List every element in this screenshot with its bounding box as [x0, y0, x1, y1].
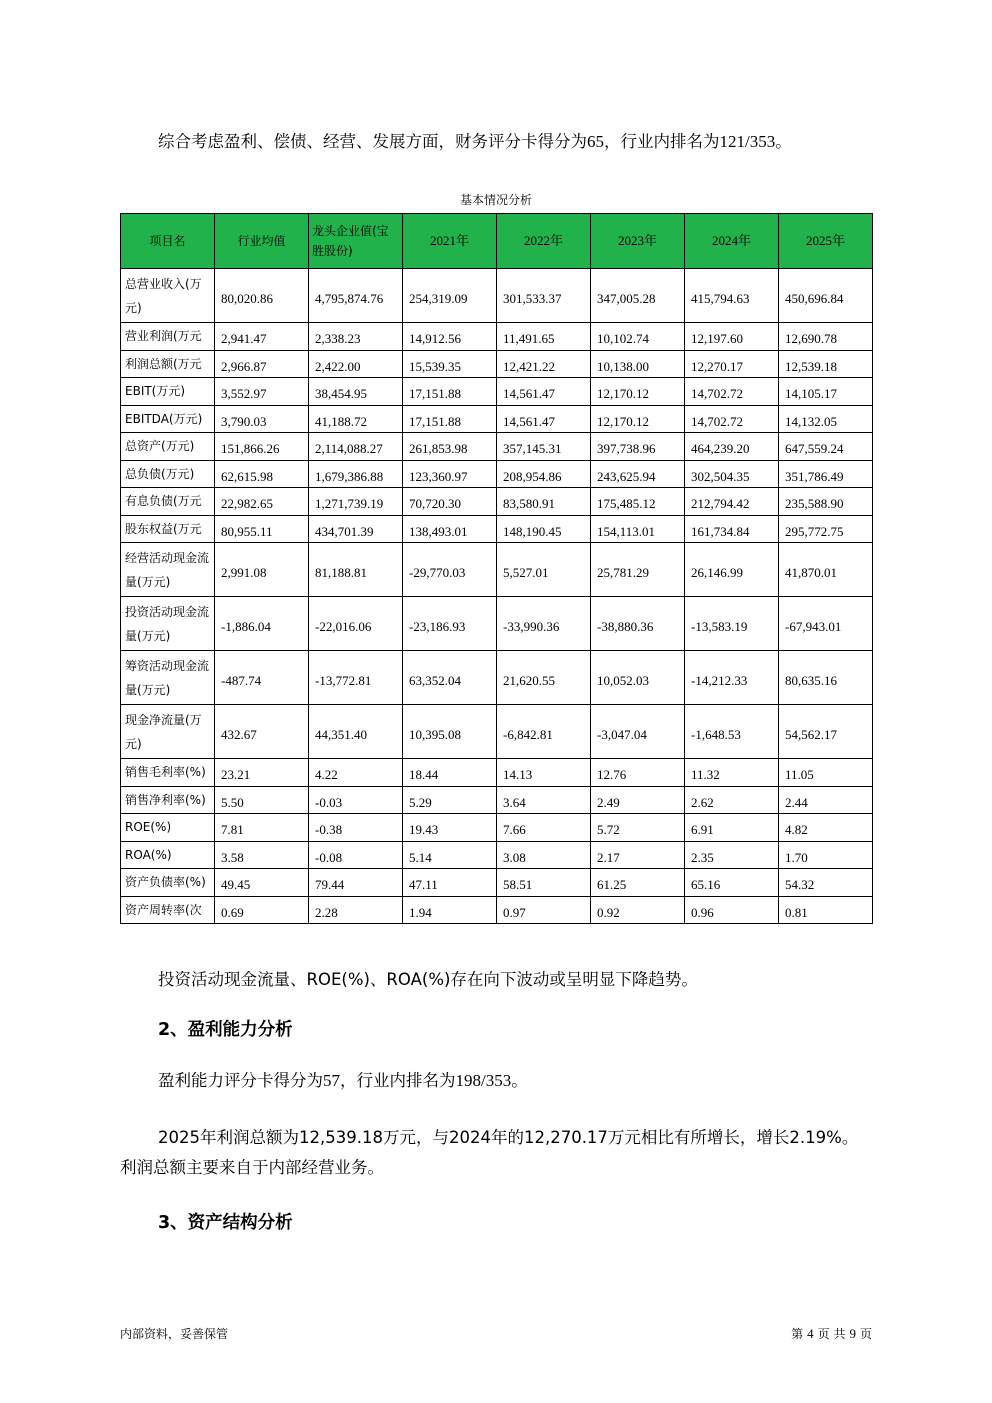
table-cell: 1,679,386.88	[309, 460, 403, 488]
table-cell: -1,886.04	[215, 597, 309, 651]
table-cell: 22,982.65	[215, 488, 309, 516]
table-row	[121, 378, 873, 406]
table-cell: 14,702.72	[685, 405, 779, 433]
table-row	[121, 269, 873, 323]
table-cell: 41,188.72	[309, 405, 403, 433]
table-cell: 12,539.18	[779, 350, 873, 378]
table-cell: 2.49	[591, 786, 685, 814]
table-cell: 38,454.95	[309, 378, 403, 406]
table-cell: 432.67	[215, 705, 309, 759]
table-cell: 12.76	[591, 759, 685, 787]
table-cell: 63,352.04	[403, 651, 497, 705]
table-cell: 0.69	[215, 896, 309, 924]
table-cell: -29,770.03	[403, 543, 497, 597]
table-cell: 0.97	[497, 896, 591, 924]
header-industry-avg: 行业均值	[215, 214, 309, 269]
header-2021: 2021年	[403, 214, 497, 269]
table-cell: -6,842.81	[497, 705, 591, 759]
row-label: 资产周转率(次	[121, 896, 215, 924]
basic-analysis-table	[120, 213, 873, 924]
table-cell: -0.38	[309, 814, 403, 842]
table-cell: 2,941.47	[215, 323, 309, 351]
table-row	[121, 543, 873, 597]
row-label: 投资活动现金流量(万元)	[121, 597, 215, 651]
table-cell: 161,734.84	[685, 515, 779, 543]
table-cell: 2,338.23	[309, 323, 403, 351]
row-label: EBITDA(万元)	[121, 405, 215, 433]
header-2022: 2022年	[497, 214, 591, 269]
table-cell: 1.94	[403, 896, 497, 924]
table-row	[121, 759, 873, 787]
table-cell: 235,588.90	[779, 488, 873, 516]
trend-note: 投资活动现金流量、ROE(%)、ROA(%)存在向下波动或呈明显下降趋势。	[158, 970, 698, 989]
row-label: 股东权益(万元	[121, 515, 215, 543]
table-cell: 11.32	[685, 759, 779, 787]
table-cell: 7.66	[497, 814, 591, 842]
score-value: 65	[587, 132, 604, 151]
table-cell: 49.45	[215, 869, 309, 897]
table-cell: 17,151.88	[403, 405, 497, 433]
table-row	[121, 651, 873, 705]
table-cell: 1.70	[779, 841, 873, 869]
table-row	[121, 896, 873, 924]
table-cell: 80,955.11	[215, 515, 309, 543]
table-cell: 44,351.40	[309, 705, 403, 759]
table-row	[121, 597, 873, 651]
row-label: 销售毛利率(%)	[121, 759, 215, 787]
table-cell: -487.74	[215, 651, 309, 705]
table-cell: 6.91	[685, 814, 779, 842]
table-cell: 14.13	[497, 759, 591, 787]
table-cell: 5.29	[403, 786, 497, 814]
table-cell: 65.16	[685, 869, 779, 897]
table-cell: 12,197.60	[685, 323, 779, 351]
row-label: 经营活动现金流量(万元)	[121, 543, 215, 597]
table-cell: 2,991.08	[215, 543, 309, 597]
table-cell: 54.32	[779, 869, 873, 897]
footer-page-number: 第 4 页 共 9 页	[791, 1326, 872, 1341]
table-cell: 5.14	[403, 841, 497, 869]
table-cell: 4.82	[779, 814, 873, 842]
table-cell: 148,190.45	[497, 515, 591, 543]
table-row	[121, 405, 873, 433]
table-cell: 21,620.55	[497, 651, 591, 705]
table-cell: 5.72	[591, 814, 685, 842]
row-label: EBIT(万元)	[121, 378, 215, 406]
profit-total-paragraph: 2025年利润总额为12,539.18万元，与2024年的12,270.17万元相比有所增长，增长2.19%。利润总额主要来自于内部经营业务。	[120, 1128, 859, 1177]
row-label: 总资产(万元)	[121, 433, 215, 461]
table-cell: 12,170.12	[591, 405, 685, 433]
table-cell: -67,943.01	[779, 597, 873, 651]
table-row	[121, 705, 873, 759]
table-cell: 79.44	[309, 869, 403, 897]
table-cell: 464,239.20	[685, 433, 779, 461]
table-cell: 261,853.98	[403, 433, 497, 461]
table-cell: 14,912.56	[403, 323, 497, 351]
table-header-row	[121, 214, 873, 269]
table-cell: 434,701.39	[309, 515, 403, 543]
profit-score-paragraph: 盈利能力评分卡得分为57，行业内排名为198/353。	[158, 1071, 528, 1090]
table-cell: -38,880.36	[591, 597, 685, 651]
table-cell: -13,772.81	[309, 651, 403, 705]
table-cell: 12,270.17	[685, 350, 779, 378]
table-cell: 81,188.81	[309, 543, 403, 597]
table-row	[121, 433, 873, 461]
header-2024: 2024年	[685, 214, 779, 269]
table-cell: 11,491.65	[497, 323, 591, 351]
table-cell: 0.92	[591, 896, 685, 924]
row-label: 资产负债率(%)	[121, 869, 215, 897]
row-label: ROE(%)	[121, 814, 215, 842]
table-cell: 208,954.86	[497, 460, 591, 488]
header-2025: 2025年	[779, 214, 873, 269]
table-cell: -13,583.19	[685, 597, 779, 651]
section-2-heading: 2、盈利能力分析	[158, 1020, 293, 1040]
table-cell: 23.21	[215, 759, 309, 787]
table-cell: -1,648.53	[685, 705, 779, 759]
table-cell: 123,360.97	[403, 460, 497, 488]
table-cell: 18.44	[403, 759, 497, 787]
table-cell: 25,781.29	[591, 543, 685, 597]
table-cell: 10,138.00	[591, 350, 685, 378]
table-cell: 14,105.17	[779, 378, 873, 406]
table-cell: 15,539.35	[403, 350, 497, 378]
table-cell: 3,552.97	[215, 378, 309, 406]
table-cell: 2,422.00	[309, 350, 403, 378]
table-cell: 2.17	[591, 841, 685, 869]
table-cell: 3.58	[215, 841, 309, 869]
intro-paragraph: 综合考虑盈利、偿债、经营、发展方面，财务评分卡得分为65，行业内排名为121/353。	[158, 132, 792, 151]
header-item-name: 项目名	[121, 214, 215, 269]
row-label: 筹资活动现金流量(万元)	[121, 651, 215, 705]
table-cell: -23,186.93	[403, 597, 497, 651]
row-label: 有息负债(万元	[121, 488, 215, 516]
table-cell: 397,738.96	[591, 433, 685, 461]
table-row	[121, 460, 873, 488]
row-label: 总负债(万元)	[121, 460, 215, 488]
table-cell: 647,559.24	[779, 433, 873, 461]
table-cell: 351,786.49	[779, 460, 873, 488]
table-cell: 14,132.05	[779, 405, 873, 433]
table-cell: 450,696.84	[779, 269, 873, 323]
table-cell: 295,772.75	[779, 515, 873, 543]
table-cell: 254,319.09	[403, 269, 497, 323]
table-cell: 12,170.12	[591, 378, 685, 406]
rank-value: 121/353	[719, 132, 776, 151]
table-cell: 2,966.87	[215, 350, 309, 378]
table-cell: 2.28	[309, 896, 403, 924]
table-cell: -3,047.04	[591, 705, 685, 759]
table-cell: 80,635.16	[779, 651, 873, 705]
table-cell: 212,794.42	[685, 488, 779, 516]
table-cell: 175,485.12	[591, 488, 685, 516]
table-cell: 70,720.30	[403, 488, 497, 516]
table-cell: -0.03	[309, 786, 403, 814]
table-cell: 10,395.08	[403, 705, 497, 759]
table-cell: 12,421.22	[497, 350, 591, 378]
table-cell: 41,870.01	[779, 543, 873, 597]
table-cell: 47.11	[403, 869, 497, 897]
table-cell: 83,580.91	[497, 488, 591, 516]
table-cell: 10,052.03	[591, 651, 685, 705]
table-cell: 7.81	[215, 814, 309, 842]
table-cell: 17,151.88	[403, 378, 497, 406]
table-cell: 301,533.37	[497, 269, 591, 323]
table-cell: 1,271,739.19	[309, 488, 403, 516]
table-cell: 5.50	[215, 786, 309, 814]
row-label: ROA(%)	[121, 841, 215, 869]
table-cell: 14,561.47	[497, 378, 591, 406]
table-cell: 12,690.78	[779, 323, 873, 351]
header-leader-value: 龙头企业值(宝胜股份)	[309, 214, 403, 269]
table-cell: 4.22	[309, 759, 403, 787]
section-3-heading: 3、资产结构分析	[158, 1213, 293, 1233]
table-cell: 14,702.72	[685, 378, 779, 406]
table-caption: 基本情况分析	[459, 193, 532, 207]
table-cell: 19.43	[403, 814, 497, 842]
table-cell: 3.08	[497, 841, 591, 869]
row-label: 利润总额(万元	[121, 350, 215, 378]
table-cell: 11.05	[779, 759, 873, 787]
row-label: 销售净利率(%)	[121, 786, 215, 814]
table-cell: 2.62	[685, 786, 779, 814]
table-row	[121, 869, 873, 897]
table-cell: 10,102.74	[591, 323, 685, 351]
table-cell: 58.51	[497, 869, 591, 897]
table-cell: 3,790.03	[215, 405, 309, 433]
table-cell: 154,113.01	[591, 515, 685, 543]
table-cell: 26,146.99	[685, 543, 779, 597]
table-cell: -22,016.06	[309, 597, 403, 651]
row-label: 总营业收入(万元)	[121, 269, 215, 323]
table-cell: 2,114,088.27	[309, 433, 403, 461]
table-cell: 80,020.86	[215, 269, 309, 323]
table-cell: 415,794.63	[685, 269, 779, 323]
table-row	[121, 350, 873, 378]
table-cell: 3.64	[497, 786, 591, 814]
table-cell: 302,504.35	[685, 460, 779, 488]
table-cell: 243,625.94	[591, 460, 685, 488]
table-cell: 62,615.98	[215, 460, 309, 488]
table-cell: -0.08	[309, 841, 403, 869]
table-cell: 14,561.47	[497, 405, 591, 433]
footer-confidential: 内部资料，妥善保管	[120, 1327, 229, 1341]
table-cell: 4,795,874.76	[309, 269, 403, 323]
table-row	[121, 488, 873, 516]
table-cell: 0.96	[685, 896, 779, 924]
table-cell: -33,990.36	[497, 597, 591, 651]
header-2023: 2023年	[591, 214, 685, 269]
table-cell: 2.44	[779, 786, 873, 814]
table-row	[121, 515, 873, 543]
table-cell: -14,212.33	[685, 651, 779, 705]
row-label: 现金净流量(万元)	[121, 705, 215, 759]
table-row	[121, 841, 873, 869]
table-cell: 357,145.31	[497, 433, 591, 461]
row-label: 营业利润(万元	[121, 323, 215, 351]
table-cell: 2.35	[685, 841, 779, 869]
table-cell: 0.81	[779, 896, 873, 924]
table-row	[121, 786, 873, 814]
table-cell: 61.25	[591, 869, 685, 897]
table-row	[121, 323, 873, 351]
table-cell: 151,866.26	[215, 433, 309, 461]
table-row	[121, 814, 873, 842]
table-cell: 5,527.01	[497, 543, 591, 597]
table-cell: 54,562.17	[779, 705, 873, 759]
table-cell: 347,005.28	[591, 269, 685, 323]
table-cell: 138,493.01	[403, 515, 497, 543]
